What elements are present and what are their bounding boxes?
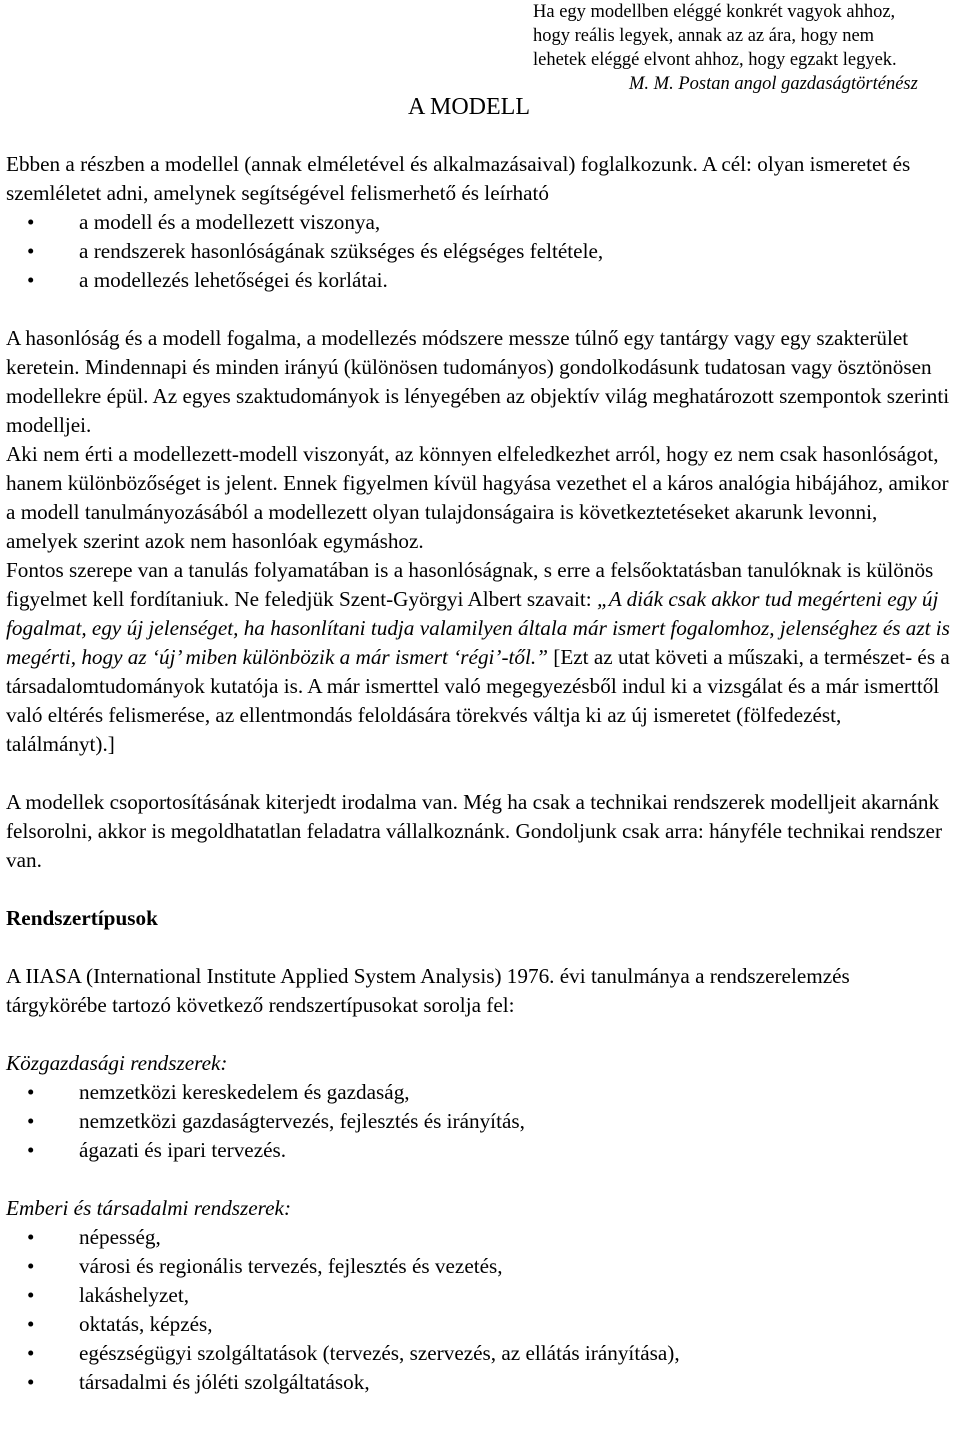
list-item: • a modell és a modellezett viszonya, xyxy=(6,208,954,237)
econ-list xyxy=(6,1078,954,1165)
list-item: • városi és regionális tervezés, fejlesztés és vezetés, xyxy=(6,1252,954,1281)
motto-block xyxy=(533,0,958,96)
paragraph-similarity: A hasonlóság és a modell fogalma, a modellezés módszere messze túlnő egy tantárgy vagy egy szakterület keretein. Mindennapi és minden irányú (különösen tudományos) gondolkodásunk tudatosan vagy ösztönösen modellekre épül. Az egyes szaktudományok is lényegében az objektív világ meghatározott szempontok szerinti modelljei. xyxy=(6,326,950,437)
list-item: • a modellezés lehetőségei és korlátai. xyxy=(6,266,954,295)
paragraph-grouping: A modellek csoportosításának kiterjedt irodalma van. Még ha csak a technikai rendszerek modelljeit akarnánk felsorolni, akkor is megoldhatatlan feladatra vállalkoznánk. Gondoljunk csak arra: hányféle technikai rendszer van. xyxy=(6,790,943,872)
list-item: • ágazati és ipari tervezés. xyxy=(6,1136,954,1165)
learning-text: Fontos szerepe van a tanulás folyamatában is a hasonlóságnak, s erre a felsőoktatásban tanulóknak is különös figyelmet kell fordítaniuk. Ne feledjük Szent-Györgyi Albert szavait: xyxy=(6,558,934,611)
list-item: • oktatás, képzés, xyxy=(6,1310,954,1339)
intro-paragraph: Ebben a részben a modellel (annak elméletével és alkalmazásaival) foglalkozunk. A cél: olyan ismeretet és szemléletet adni, amelynek segítségével felismerhető és leírható xyxy=(6,152,911,205)
list-item: • nemzetközi gazdaságtervezés, fejlesztés és irányítás, xyxy=(6,1107,954,1136)
szent-gyorgyi-quote: „A diák csak akkor tud megérteni egy új fogalmat, egy új jelenséget, ha hasonlítani tudja valamilyen általa már ismert fogalomhoz, jelenséghez és azt is megérti, hogy az ‘új’ miben különbözik a már ismert ‘régi’-től.” xyxy=(6,587,950,669)
list-item: • a rendszerek hasonlóságának szükséges és elégséges feltétele, xyxy=(6,237,954,266)
econ-heading: Közgazdasági rendszerek: xyxy=(6,1051,228,1075)
paragraph-learning xyxy=(6,556,954,759)
social-list xyxy=(6,1223,954,1397)
paragraph-analogy: Aki nem érti a modellezett-modell viszonyát, az könnyen elfeledkezhet arról, hogy ez nem csak hasonlóságot, hanem különbözőséget is jelent. Ennek figyelmen kívül hagyása vezethet el a káros analógia hibájához, amikor a modell tanulmányozásából a modellezett olyan tulajdonságaira is következtetéseket akarunk levonni, amelyek szerint azok nem hasonlóak egymáshoz. xyxy=(6,442,949,553)
motto-line: hogy reális legyek, annak az az ára, hogy nem xyxy=(533,26,875,46)
motto-line: Ha egy modellben eléggé konkrét vagyok ahhoz, xyxy=(533,2,896,22)
motto-line: lehetek eléggé elvont ahhoz, hogy egzakt legyek. xyxy=(533,50,897,70)
motto-author: M. M. Postan angol gazdaságtörténész xyxy=(629,74,918,94)
section-title: Rendszertípusok xyxy=(6,906,158,930)
list-item: • egészségügyi szolgáltatások (tervezés, szervezés, az ellátás irányítása), xyxy=(6,1339,954,1368)
learning-text-end: [Ezt az utat követi a műszaki, a természet- és a társadalomtudományok kutatója is. A már ismerttel való megegyezésből indul ki a vizsgálat és a már ismerttől való eltérés felismerése, az ellentmondás feloldására törekvés váltja ki az új ismeretet (fölfedezést, találmányt).] xyxy=(6,645,950,756)
list-item: • lakáshelyzet, xyxy=(6,1281,954,1310)
list-item: • társadalmi és jóléti szolgáltatások, xyxy=(6,1368,954,1397)
intro-list xyxy=(6,208,954,295)
list-item: • népesség, xyxy=(6,1223,954,1252)
document-body xyxy=(6,150,954,1397)
page-title: A MODELL xyxy=(408,94,530,120)
list-item: • nemzetközi kereskedelem és gazdaság, xyxy=(6,1078,954,1107)
social-heading: Emberi és társadalmi rendszerek: xyxy=(6,1196,292,1220)
paragraph-iiasa: A IIASA (International Institute Applied System Analysis) 1976. évi tanulmánya a rendszerelemzés tárgykörébe tartozó következő rendszertípusokat sorolja fel: xyxy=(6,964,850,1017)
